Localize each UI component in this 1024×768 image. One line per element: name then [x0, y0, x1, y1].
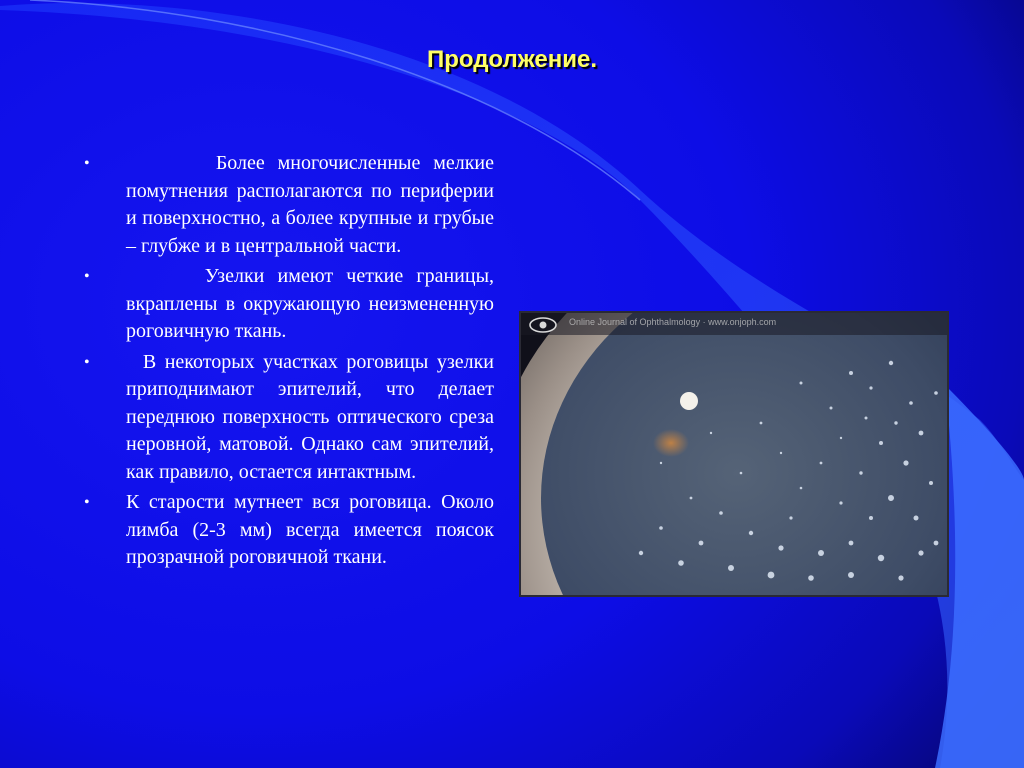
bullet-item-3 — [84, 349, 499, 487]
bullet-dot-icon: • — [84, 353, 90, 371]
slide-title: Продолжение. — [426, 46, 598, 73]
bullet-dot-icon: • — [84, 494, 90, 511]
bullet-dot-icon: • — [84, 268, 90, 285]
bullet-text: В некоторых участках роговицы узелки приподнимают эпителий, что делает переднюю поверхность оптического среза неровной, матовой. Однако сам эпителий, как правило, остается интактным. — [126, 350, 499, 483]
bullet-list — [84, 150, 500, 575]
bullet-item-1 — [84, 150, 500, 260]
bullet-text: К старости мутнеет вся роговица. Около лимба (2-3 мм) всегда имеется поясок прозрачной роговичной ткани. — [126, 491, 499, 568]
photo-watermark: Online Journal of Ophthalmology · www.onjoph.com — [569, 317, 777, 327]
cornea-photo-illustration — [521, 313, 947, 595]
bullet-text: Более многочисленные мелкие помутнения располагаются по периферии и поверхностно, а более крупные и грубые – глубже и в центральной части. — [126, 152, 500, 257]
bullet-dot-icon: • — [84, 155, 90, 172]
cornea-slit-lamp-photo — [519, 311, 949, 597]
bullet-item-4 — [84, 489, 499, 572]
bullet-text: Узелки имеют четкие границы, вкраплены в окружающую неизмененную роговичную ткань. — [126, 265, 500, 342]
bullet-item-2 — [84, 263, 500, 346]
